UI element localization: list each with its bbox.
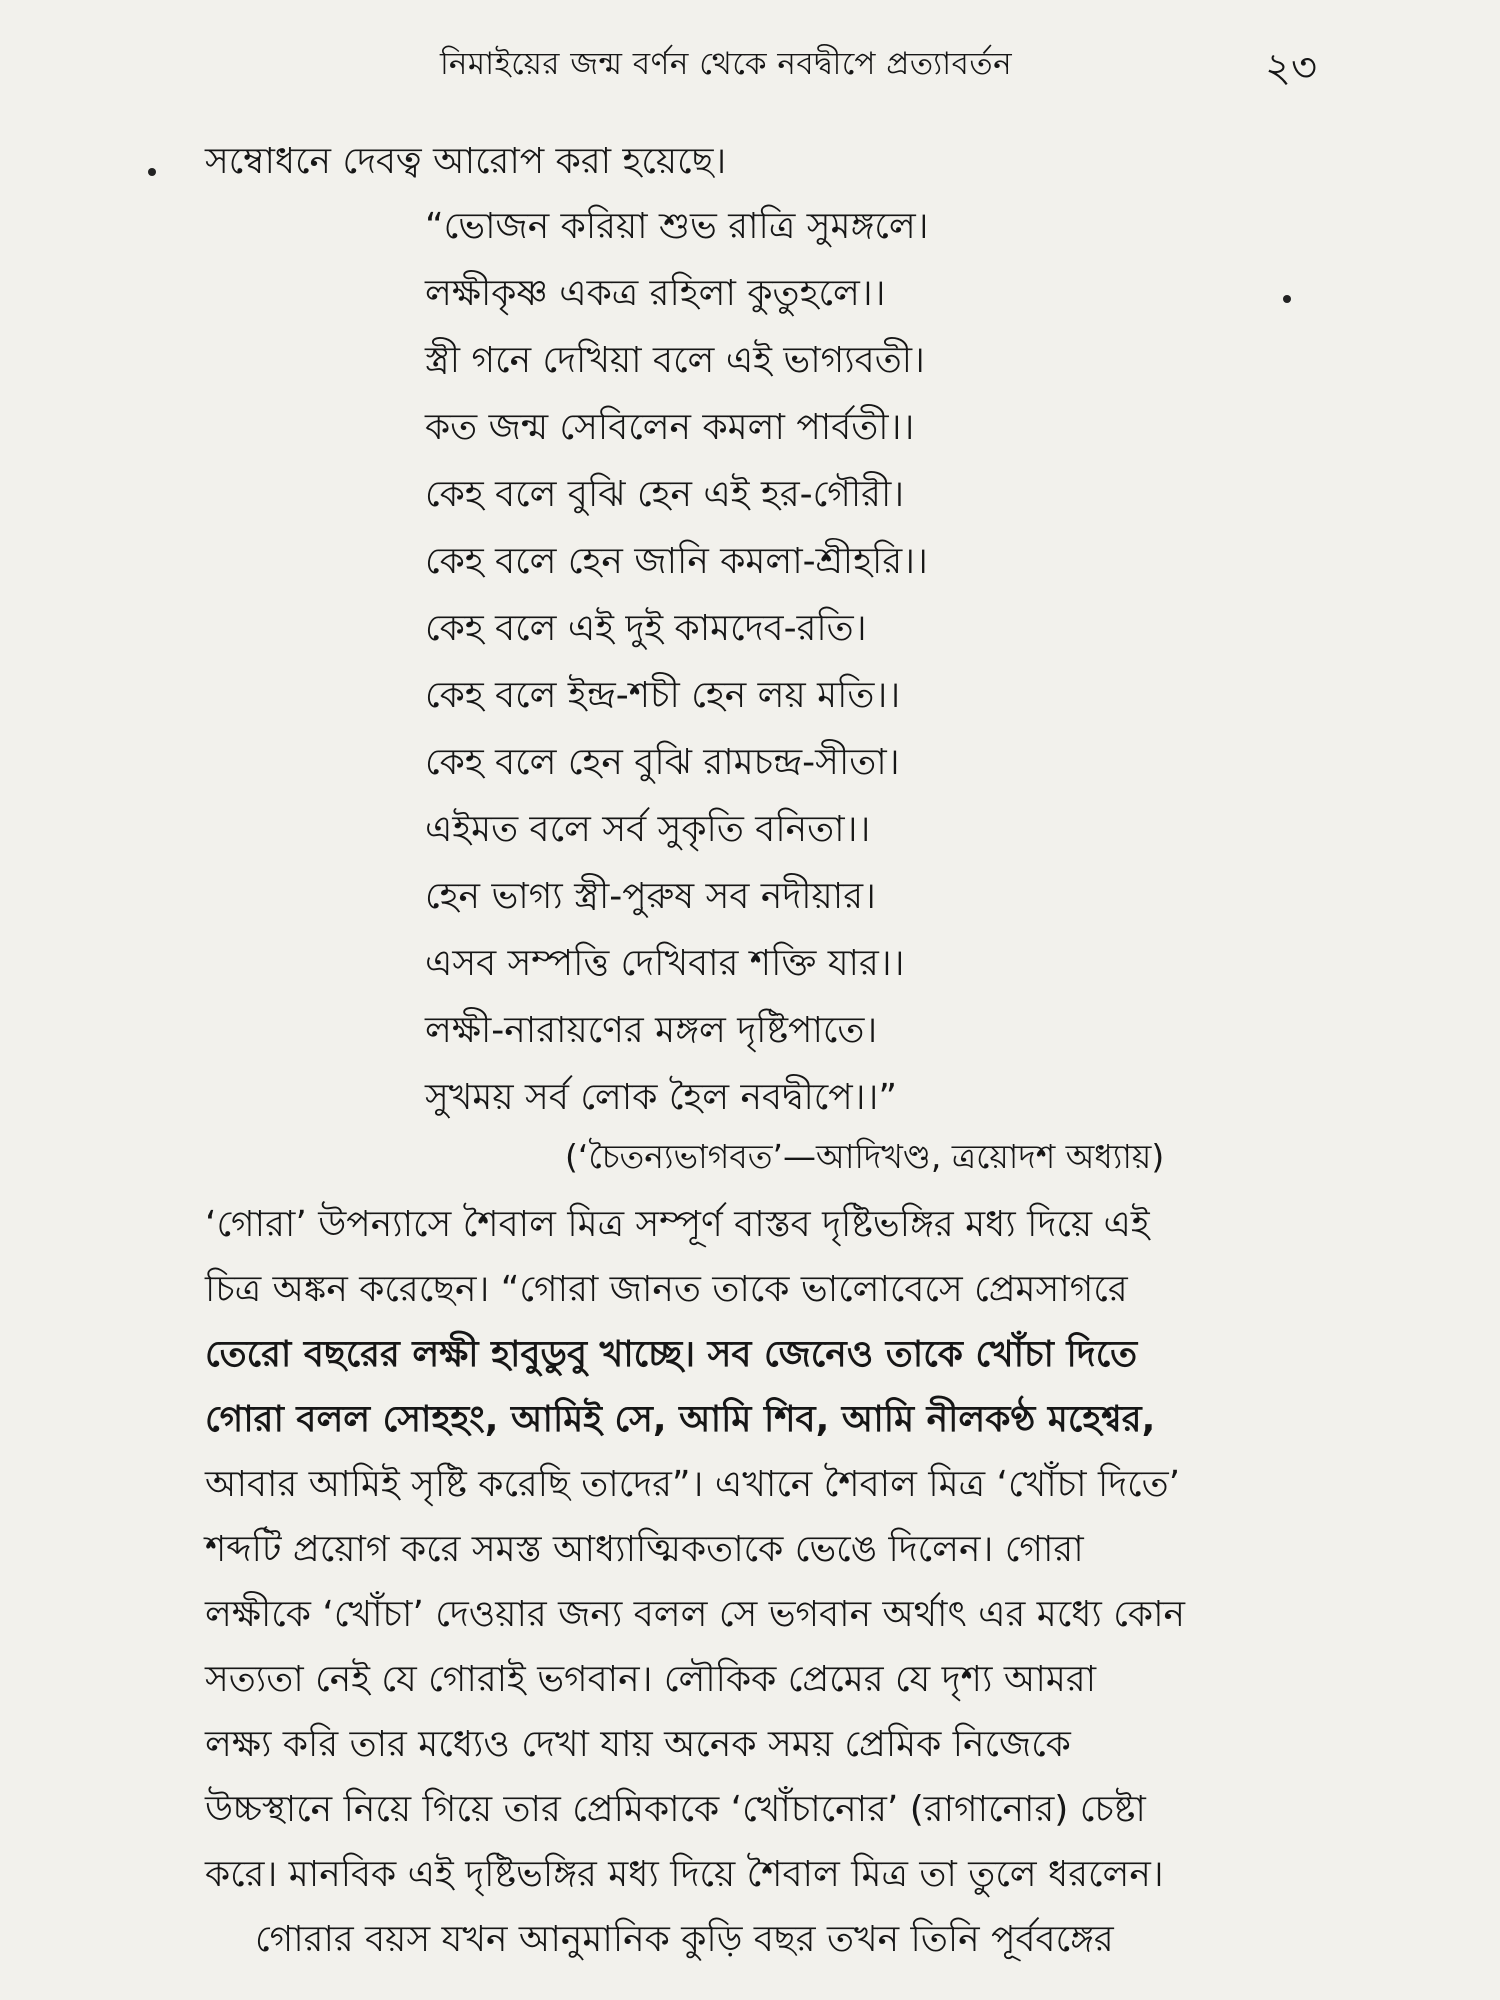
paragraph-line: আবার আমিই সৃষ্টি করেছি তাদের”। এখানে শৈবাল মিত্র ‘খোঁচা দিতে’ <box>205 1464 1181 1505</box>
verse-line: কেহ বলে বুঝি হেন এই হর-গৌরী। <box>425 474 905 515</box>
verse-line: কেহ বলে ইন্দ্র-শচী হেন লয় মতি।। <box>425 675 901 716</box>
verse-citation: (‘চৈতন্যভাগবত’—আদিখণ্ড, ত্রয়োদশ অধ্যায়) <box>565 1137 1165 1176</box>
running-title: নিমাইয়ের জন্ম বর্ণন থেকে নবদ্বীপে প্রত্যাবর্তন <box>440 46 1013 82</box>
verse-line: কত জন্ম সেবিলেন কমলা পার্বতী।। <box>425 407 915 448</box>
verse-line: লক্ষীকৃষ্ণ একত্র রহিলা কুতুহলে।। <box>425 273 886 314</box>
verse-line: “ভোজন করিয়া শুভ রাত্রি সুমঙ্গলে। <box>425 206 929 247</box>
paragraph-line: শব্দটি প্রয়োগ করে সমস্ত আধ্যাত্মিকতাকে ভেঙে দিলেন। গোরা <box>205 1529 1084 1570</box>
page-number: ২৩ <box>1265 45 1318 91</box>
verse-line: হেন ভাগ্য স্ত্রী-পুরুষ সব নদীয়ার। <box>425 876 876 917</box>
verse-line: সুখময় সর্ব লোক হৈল নবদ্বীপে।।” <box>425 1077 898 1118</box>
verse-line: এইমত বলে সর্ব সুকৃতি বনিতা।। <box>425 809 871 850</box>
verse-line: কেহ বলে হেন বুঝি রামচন্দ্র-সীতা। <box>425 742 900 783</box>
paragraph-line: গোরার বয়স যখন আনুমানিক কুড়ি বছর তখন তিনি পূর্ববঙ্গের <box>255 1919 1114 1960</box>
intro-line: সম্বোধনে দেবত্ব আরোপ করা হয়েছে। <box>205 141 727 182</box>
paragraph-line: লক্ষীকে ‘খোঁচা’ দেওয়ার জন্য বলল সে ভগবান অর্থাৎ এর মধ্যে কোন <box>205 1594 1186 1635</box>
paragraph-line: সত্যতা নেই যে গোরাই ভগবান। লৌকিক প্রেমের যে দৃশ্য আমরা <box>205 1659 1097 1700</box>
paragraph-line: উচ্চস্থানে নিয়ে গিয়ে তার প্রেমিকাকে ‘খোঁচানোর’ (রাগানোর) চেষ্টা <box>205 1789 1146 1830</box>
paragraph-line: করে। মানবিক এই দৃষ্টিভঙ্গির মধ্য দিয়ে শৈবাল মিত্র তা তুলে ধরলেন। <box>205 1854 1164 1895</box>
paragraph-line: চিত্র অঙ্কন করেছেন। “গোরা জানত তাকে ভালোবেসে প্রেমসাগরে <box>205 1269 1128 1310</box>
verse-line: এসব সম্পত্তি দেখিবার শক্তি যার।। <box>425 943 905 984</box>
paragraph-line: ‘গোরা’ উপন্যাসে শৈবাল মিত্র সম্পূর্ণ বাস্তব দৃষ্টিভঙ্গির মধ্য দিয়ে এই <box>205 1204 1150 1245</box>
paragraph-line: তেরো বছরের লক্ষী হাবুডুবু খাচ্ছে। সব জেনেও তাকে খোঁচা দিতে <box>205 1334 1138 1375</box>
margin-dot <box>148 168 156 176</box>
verse-line: লক্ষী-নারায়ণের মঙ্গল দৃষ্টিপাতে। <box>425 1010 878 1051</box>
verse-line: কেহ বলে হেন জানি কমলা-শ্রীহরি।। <box>425 541 928 582</box>
paragraph-line: লক্ষ্য করি তার মধ্যেও দেখা যায় অনেক সময় প্রেমিক নিজেকে <box>205 1724 1071 1765</box>
verse-line: স্ত্রী গনে দেখিয়া বলে এই ভাগ্যবতী। <box>425 340 925 381</box>
paragraph-line: গোরা বলল সোহহং, আমিই সে, আমি শিব, আমি নীলকণ্ঠ মহেশ্বর, <box>205 1399 1156 1440</box>
margin-dot <box>1283 295 1291 303</box>
verse-line: কেহ বলে এই দুই কামদেব-রতি। <box>425 608 867 649</box>
